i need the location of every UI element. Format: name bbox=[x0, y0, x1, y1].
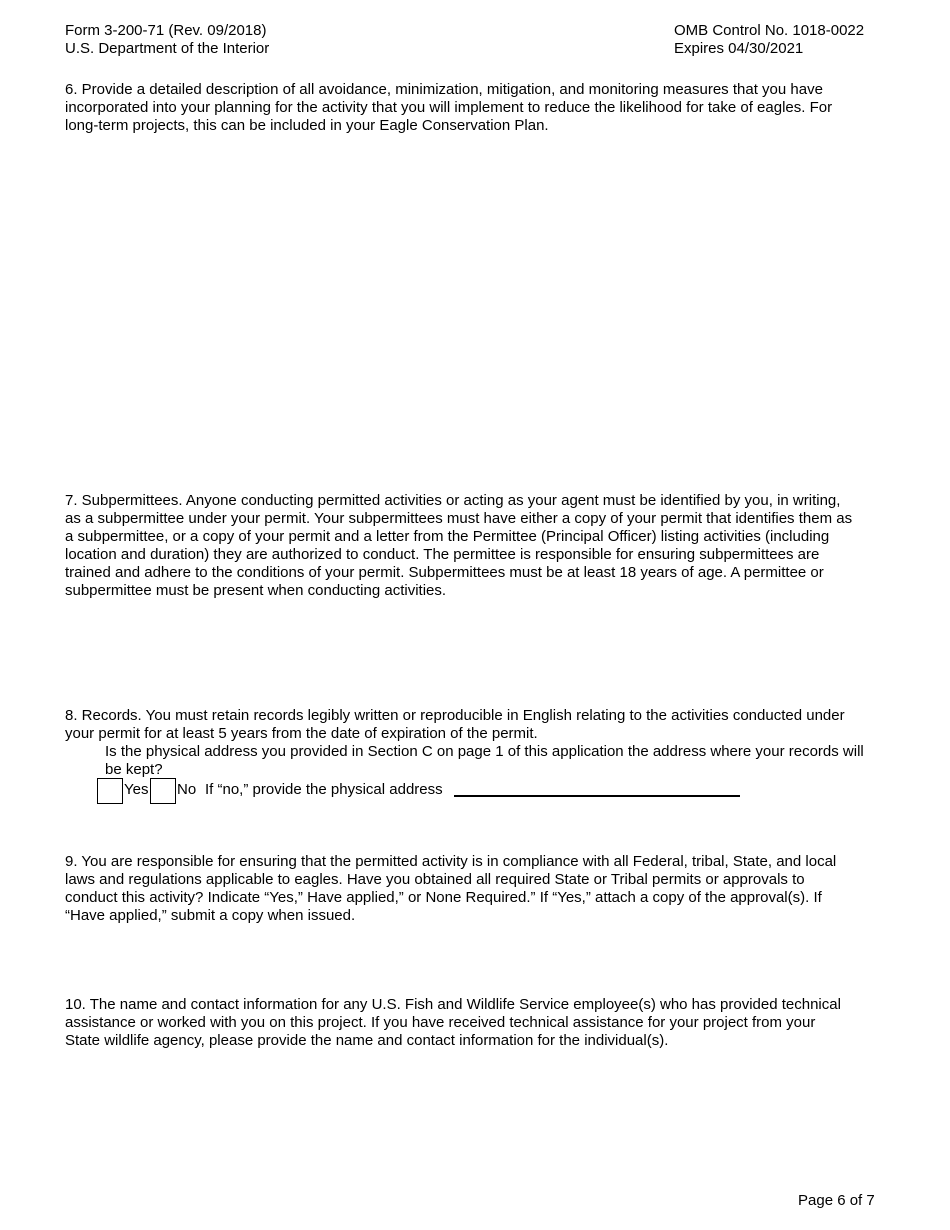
question-7 bbox=[65, 492, 852, 600]
department-name: U.S. Department of the Interior bbox=[65, 40, 270, 57]
question-9-line: conduct this activity? Indicate “Yes,” Have applied,” or None Required.” If “Yes,” attach a copy of the approval(s). If bbox=[65, 889, 822, 906]
records-address-field[interactable] bbox=[454, 795, 740, 797]
question-7-line: as a subpermittee under your permit. Your subpermittees must have either a copy of your permit that identifies them as bbox=[65, 510, 853, 527]
question-10-line: assistance or worked with you on this project. If you have received technical assistance for your project from your bbox=[65, 1014, 816, 1031]
question-7-line: location and duration) they are authorized to conduct. The permittee is responsible for ensuring subpermittees are bbox=[65, 546, 820, 563]
question-10-line: State wildlife agency, please provide the name and contact information for the individual(s). bbox=[65, 1032, 669, 1049]
question-9-line: “Have applied,” submit a copy when issued. bbox=[65, 907, 356, 924]
question-9-answer-area[interactable] bbox=[65, 930, 885, 990]
page-number: Page 6 of 7 bbox=[798, 1192, 875, 1209]
form-header-right bbox=[674, 22, 864, 58]
records-address-prompt: If “no,” provide the physical address bbox=[205, 781, 443, 798]
question-8-subquestion-line: Is the physical address you provided in Section C on page 1 of this application the address where your records will bbox=[105, 743, 864, 760]
question-6-answer-area[interactable] bbox=[65, 140, 885, 480]
expiration-date: Expires 04/30/2021 bbox=[674, 40, 804, 57]
form-number: Form 3-200-71 (Rev. 09/2018) bbox=[65, 22, 267, 39]
omb-control-number: OMB Control No. 1018-0022 bbox=[674, 22, 865, 39]
question-6 bbox=[65, 81, 832, 135]
records-no-label: No bbox=[177, 781, 197, 798]
question-8-subquestion-line: be kept? bbox=[105, 761, 163, 778]
records-no-checkbox[interactable] bbox=[150, 778, 176, 804]
question-7-answer-area[interactable] bbox=[65, 605, 885, 695]
question-7-line: subpermittee must be present when conducting activities. bbox=[65, 582, 447, 599]
question-6-line: incorporated into your planning for the activity that you will implement to reduce the likelihood for take of eagles. For bbox=[65, 99, 833, 116]
question-10-line: 10. The name and contact information for any U.S. Fish and Wildlife Service employee(s) who has provided technical bbox=[65, 996, 841, 1013]
form-header-left bbox=[65, 22, 269, 58]
question-7-line: a subpermittee, or a copy of your permit and a letter from the Permittee (Principal Officer) listing activities (including bbox=[65, 528, 830, 545]
question-7-line: trained and adhere to the conditions of your permit. Subpermittees must be at least 18 years of age. A permittee or bbox=[65, 564, 824, 581]
question-8-line: your permit for at least 5 years from the date of expiration of the permit. bbox=[65, 725, 538, 742]
question-6-line: 6. Provide a detailed description of all avoidance, minimization, mitigation, and monitoring measures that you have bbox=[65, 81, 823, 98]
question-8-subquestion bbox=[105, 743, 864, 779]
question-10-answer-area[interactable] bbox=[65, 1056, 885, 1176]
records-yes-label: Yes bbox=[124, 781, 149, 798]
records-yes-checkbox[interactable] bbox=[97, 778, 123, 804]
question-8 bbox=[65, 707, 845, 743]
question-9-line: laws and regulations applicable to eagles. Have you obtained all required State or Tribal permits or approvals to bbox=[65, 871, 805, 888]
question-9 bbox=[65, 853, 836, 925]
question-10 bbox=[65, 996, 841, 1050]
question-7-line: 7. Subpermittees. Anyone conducting permitted activities or acting as your agent must be identified by you, in writing, bbox=[65, 492, 841, 509]
question-9-line: 9. You are responsible for ensuring that the permitted activity is in compliance with all Federal, tribal, State, and local bbox=[65, 853, 837, 870]
question-6-line: long-term projects, this can be included in your Eagle Conservation Plan. bbox=[65, 117, 549, 134]
question-8-line: 8. Records. You must retain records legibly written or reproducible in English relating to the activities conducted under bbox=[65, 707, 845, 724]
